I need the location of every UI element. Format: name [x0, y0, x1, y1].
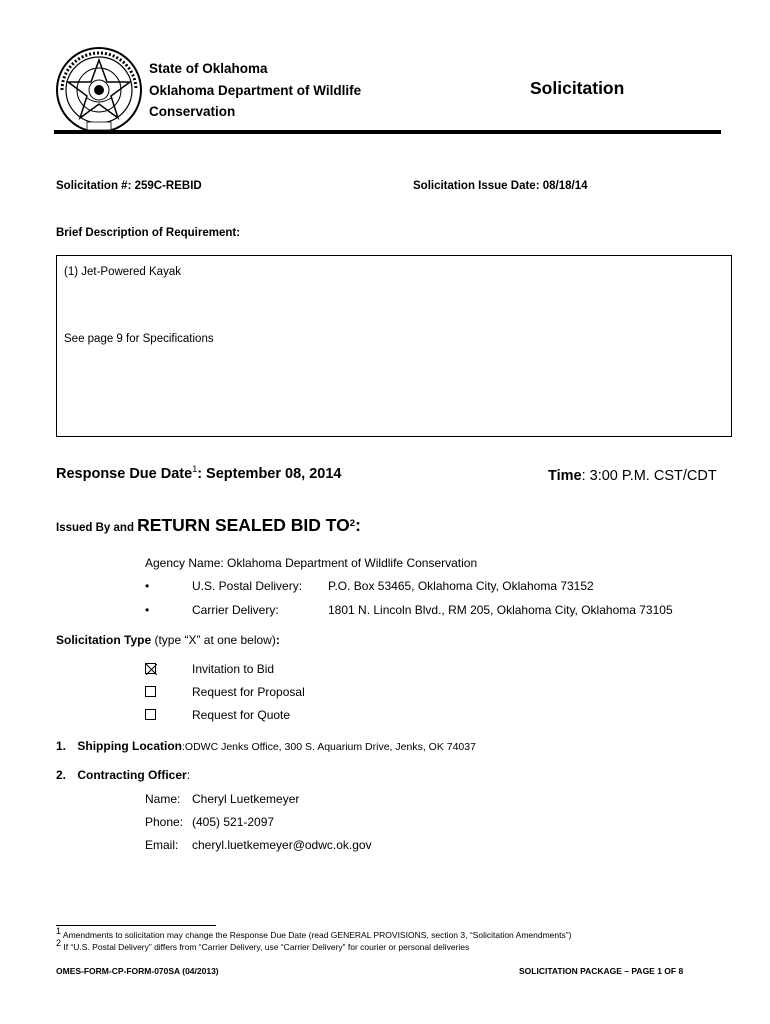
response-time-value: : 3:00 P.M. CST/CDT: [581, 468, 717, 484]
footnote-2: [56, 938, 470, 952]
option-request-for-proposal: Request for Proposal: [192, 685, 305, 699]
contracting-number: 2.: [56, 768, 67, 782]
postal-delivery-address: P.O. Box 53465, Oklahoma City, Oklahoma 73152: [328, 579, 594, 593]
return-colon: :: [355, 515, 361, 535]
checkmark-x-icon: [146, 664, 157, 675]
shipping-value: :ODWC Jenks Office, 300 S. Aquarium Drive, Jenks, OK 74037: [182, 741, 476, 753]
carrier-delivery-address: 1801 N. Lincoln Blvd., RM 205, Oklahoma City, Oklahoma 73105: [328, 603, 673, 617]
description-box: [56, 255, 732, 437]
contracting-officer-heading: [56, 768, 190, 782]
return-sealed-bid-label: RETURN SEALED BID TO: [137, 515, 350, 535]
description-heading: Brief Description of Requirement:: [56, 227, 241, 239]
footnote-1-text: Amendments to solicitation may change the Response Due Date (read GENERAL PROVISIONS, section 3, “Solicitation Amendments”): [61, 930, 572, 940]
form-identifier: OMES-FORM-CP-FORM-070SA (04/2013): [56, 966, 219, 976]
footnote-1: [56, 926, 572, 940]
header-divider: [54, 130, 721, 134]
document-title: Solicitation: [530, 78, 625, 98]
footnote-2-mark: 2: [56, 938, 62, 949]
response-due-date: [56, 466, 341, 482]
return-heading: [56, 515, 361, 536]
description-specs-note: See page 9 for Specifications: [64, 333, 214, 345]
org-department-name-cont: Conservation: [149, 104, 236, 119]
solicitation-type-heading: [56, 633, 280, 647]
response-time: [548, 468, 717, 484]
footnote-ref-1: 1: [192, 464, 198, 475]
contact-name-value: Cheryl Luetkemeyer: [192, 792, 300, 806]
solicitation-number: Solicitation #: 259C-REBID: [56, 180, 202, 192]
footnote-1-mark: 1: [56, 926, 62, 937]
description-item: (1) Jet-Powered Kayak: [64, 266, 181, 278]
bullet: •: [145, 579, 150, 593]
shipping-label: Shipping Location: [77, 739, 183, 753]
page-number: SOLICITATION PACKAGE – PAGE 1 OF 8: [519, 966, 684, 976]
carrier-delivery-label: Carrier Delivery:: [192, 603, 279, 617]
footnote-divider: [56, 925, 216, 926]
footnote-2-text: If “U.S. Postal Delivery” differs from “Carrier Delivery, use “Carrier Delivery” for courier or personal deliveries: [61, 942, 470, 952]
contact-email-label: Email:: [145, 838, 179, 852]
request-for-proposal-checkbox[interactable]: [145, 686, 156, 697]
contracting-label: Contracting Officer: [77, 768, 187, 782]
bullet: •: [145, 603, 150, 617]
solicitation-type-colon: :: [275, 633, 280, 647]
response-due-label: Response Due Date: [56, 466, 193, 482]
solicitation-issue-date: Solicitation Issue Date: 08/18/14: [413, 180, 588, 192]
contact-phone-label: Phone:: [145, 815, 184, 829]
invitation-to-bid-checkbox[interactable]: [145, 663, 156, 674]
contact-name-label: Name:: [145, 792, 181, 806]
contact-email-link[interactable]: cheryl.luetkemeyer@odwc.ok.gov: [192, 838, 372, 852]
solicitation-type-hint: (type “X” at one below): [151, 633, 276, 647]
state-seal-logo: [54, 46, 144, 134]
solicitation-type-label: Solicitation Type: [56, 633, 152, 647]
postal-delivery-label: U.S. Postal Delivery:: [192, 579, 303, 593]
org-state-name: State of Oklahoma: [149, 61, 268, 76]
option-request-for-quote: Request for Quote: [192, 708, 291, 722]
contact-phone-value: (405) 521-2097: [192, 815, 275, 829]
contracting-colon: :: [186, 768, 191, 782]
footnote-ref-2: 2: [349, 518, 356, 530]
shipping-location: [56, 739, 476, 753]
response-time-label: Time: [548, 468, 582, 484]
option-invitation-to-bid: Invitation to Bid: [192, 662, 275, 676]
request-for-quote-checkbox[interactable]: [145, 709, 156, 720]
response-due-value: : September 08, 2014: [197, 466, 342, 482]
agency-name: Agency Name: Oklahoma Department of Wildlife Conservation: [145, 556, 478, 570]
org-department-name: Oklahoma Department of Wildlife: [149, 83, 362, 98]
shipping-number: 1.: [56, 739, 67, 753]
issued-by-label: Issued By and: [56, 522, 138, 534]
